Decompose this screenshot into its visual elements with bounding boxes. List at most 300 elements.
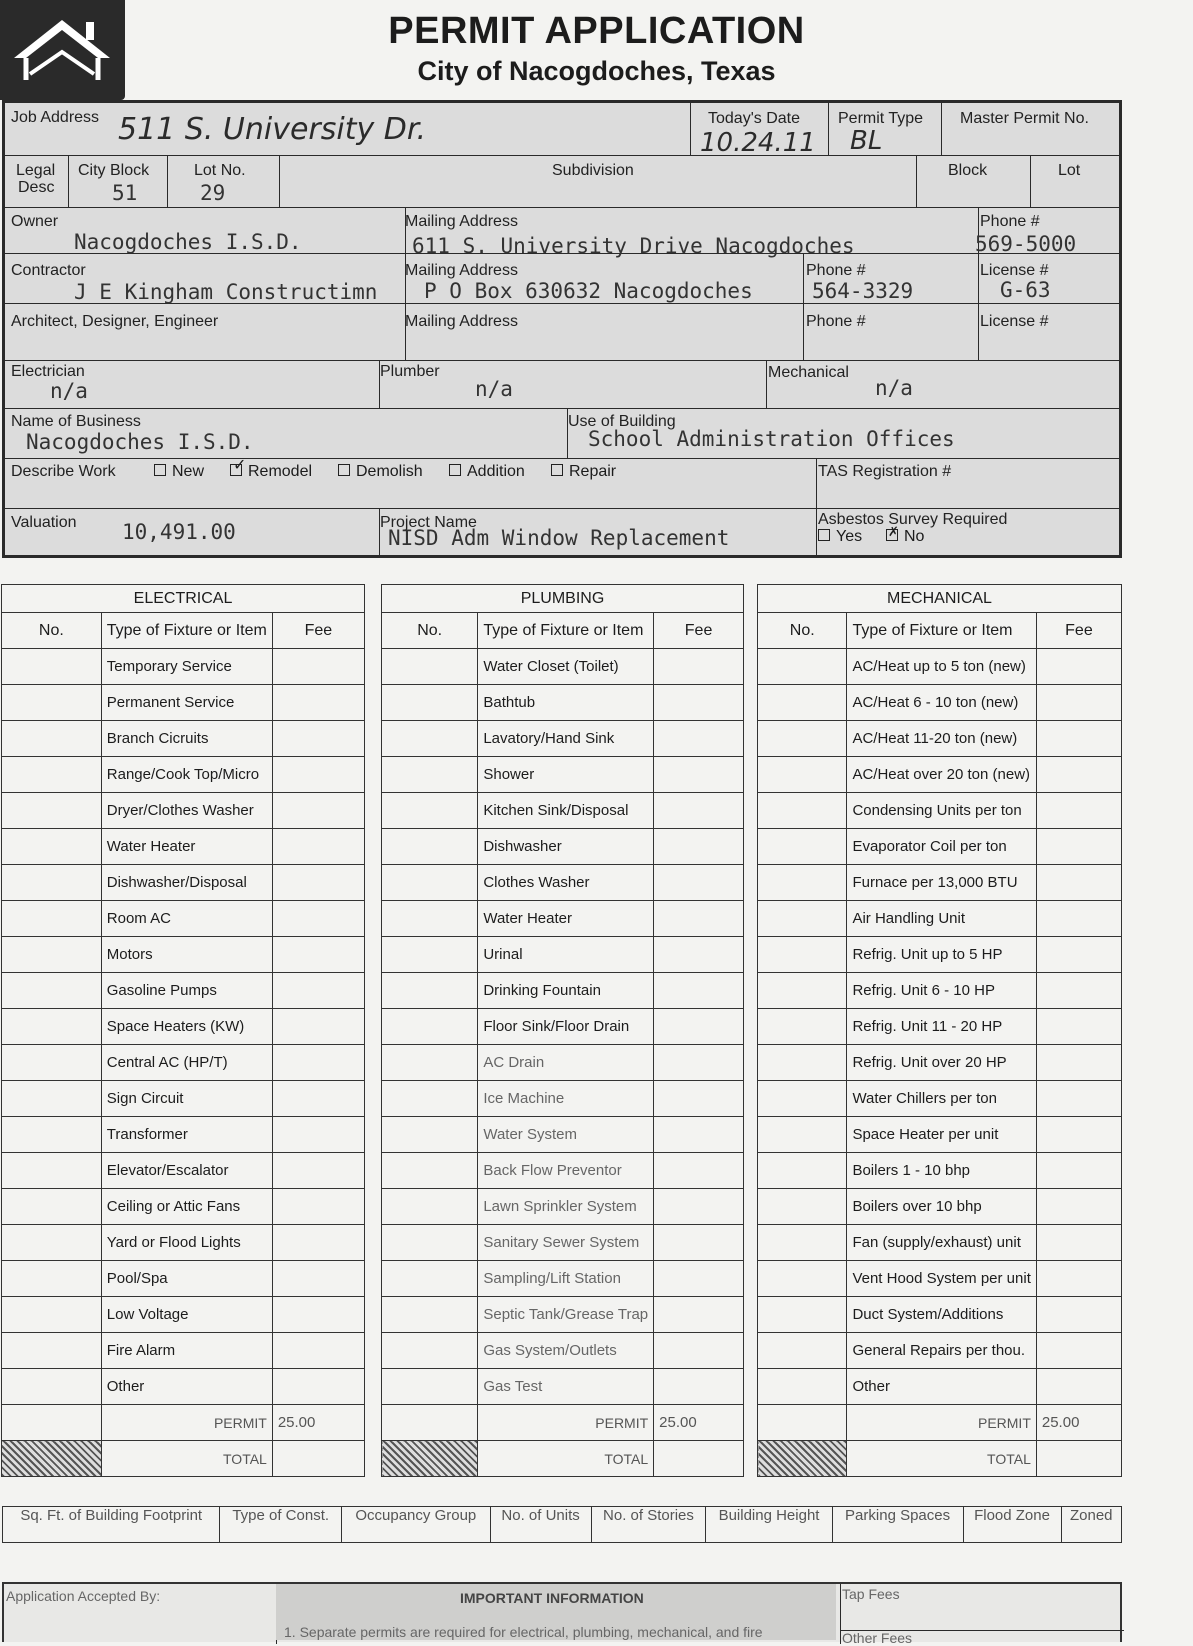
remodel-checkbox[interactable] — [230, 457, 313, 481]
table-row — [382, 1189, 744, 1225]
no-cell[interactable] — [382, 1009, 478, 1045]
item-label: Kitchen Sink/Disposal — [478, 793, 654, 829]
table-row — [2, 1153, 365, 1189]
no-cell[interactable] — [382, 1369, 478, 1405]
item-label: Furnace per 13,000 BTU — [847, 865, 1036, 901]
building-info-cell[interactable]: Building Height — [706, 1507, 832, 1543]
architect-phone-label: Phone # — [806, 313, 866, 330]
other-fees-label: Other Fees — [842, 1630, 913, 1646]
no-cell[interactable] — [382, 685, 478, 721]
fee-cell[interactable] — [654, 757, 744, 793]
item-label: Motors — [101, 937, 272, 973]
item-label: Other — [847, 1369, 1036, 1405]
use-of-building-field[interactable]: School Administration Offices — [588, 427, 955, 451]
tap-fees-label: Tap Fees — [842, 1586, 900, 1602]
no-cell[interactable] — [382, 1189, 478, 1225]
item-label: Back Flow Preventor — [478, 1153, 654, 1189]
no-cell[interactable] — [758, 1297, 847, 1333]
table-row — [2, 973, 365, 1009]
table-row — [382, 829, 744, 865]
total-fee-cell[interactable] — [272, 1441, 364, 1477]
no-cell[interactable] — [2, 1261, 102, 1297]
project-name-field[interactable]: NISD Adm Window Replacement — [388, 526, 730, 550]
fee-cell[interactable] — [1036, 721, 1121, 757]
building-info-cell[interactable]: Zoned — [1061, 1507, 1121, 1543]
building-info-cell[interactable]: Parking Spaces — [832, 1507, 963, 1543]
no-cell[interactable] — [2, 1297, 102, 1333]
fee-cell[interactable] — [1036, 649, 1121, 685]
fee-cell[interactable] — [1036, 1189, 1121, 1225]
fee-cell[interactable] — [1036, 1009, 1121, 1045]
no-cell[interactable] — [2, 1225, 102, 1261]
item-label: Central AC (HP/T) — [101, 1045, 272, 1081]
owner-label: Owner — [11, 213, 59, 230]
new-label: New — [172, 463, 205, 480]
permit-fee[interactable]: 25.00 — [654, 1405, 744, 1441]
total-row — [758, 1441, 1122, 1477]
building-info-cell[interactable]: Flood Zone — [963, 1507, 1061, 1543]
owner-field[interactable]: Nacogdoches I.S.D. — [74, 230, 302, 254]
col-fee-header: Fee — [654, 613, 744, 649]
item-label: Septic Tank/Grease Trap — [478, 1297, 654, 1333]
item-label: Space Heaters (KW) — [101, 1009, 272, 1045]
no-cell[interactable] — [758, 865, 847, 901]
architect-mailing-label: Mailing Address — [405, 313, 518, 330]
item-label: Water System — [478, 1117, 654, 1153]
item-label: Low Voltage — [101, 1297, 272, 1333]
item-label: Sign Circuit — [101, 1081, 272, 1117]
table-row — [758, 1189, 1122, 1225]
tas-label: TAS Registration # — [818, 463, 952, 480]
item-label: Shower — [478, 757, 654, 793]
owner-mailing-field[interactable]: 611 S. University Drive Nacogdoches — [412, 234, 855, 258]
no-cell[interactable] — [2, 649, 102, 685]
fee-cell[interactable] — [272, 1297, 364, 1333]
owner-phone-label: Phone # — [980, 213, 1040, 230]
building-info-cell[interactable]: Sq. Ft. of Building Footprint — [3, 1507, 220, 1543]
table-row — [2, 1261, 365, 1297]
fee-cell[interactable] — [654, 973, 744, 1009]
fee-cell[interactable] — [654, 1045, 744, 1081]
contractor-mailing-field[interactable]: P O Box 630632 Nacogdoches — [424, 279, 753, 303]
item-label: Floor Sink/Floor Drain — [478, 1009, 654, 1045]
fee-cell[interactable] — [1036, 1369, 1121, 1405]
fee-cell[interactable] — [272, 1261, 364, 1297]
item-label: Fire Alarm — [101, 1333, 272, 1369]
electrician-field[interactable]: n/a — [50, 379, 88, 403]
table-title-row — [382, 585, 744, 613]
table-row — [2, 649, 365, 685]
table-row — [2, 1189, 365, 1225]
no-cell[interactable] — [382, 1225, 478, 1261]
electrical-table — [1, 584, 365, 1477]
no-cell[interactable] — [2, 1369, 102, 1405]
item-label: Duct System/Additions — [847, 1297, 1036, 1333]
contractor-license-label: License # — [980, 262, 1049, 279]
fee-cell[interactable] — [272, 1009, 364, 1045]
repair-checkbox[interactable] — [551, 463, 616, 481]
fee-cell[interactable] — [1036, 685, 1121, 721]
table-row — [758, 649, 1122, 685]
no-cell[interactable] — [758, 901, 847, 937]
table-row — [2, 1081, 365, 1117]
architect-license-label: License # — [980, 313, 1049, 330]
table-row — [382, 865, 744, 901]
table-row — [758, 937, 1122, 973]
no-cell[interactable] — [382, 901, 478, 937]
fee-cell[interactable] — [272, 1333, 364, 1369]
item-label: Water Chillers per ton — [847, 1081, 1036, 1117]
item-label: Permanent Service — [101, 685, 272, 721]
table-row — [2, 1009, 365, 1045]
table-row — [382, 1009, 744, 1045]
item-label: Refrig. Unit 11 - 20 HP — [847, 1009, 1036, 1045]
table-row — [2, 1225, 365, 1261]
addition-checkbox[interactable] — [449, 463, 525, 481]
asbestos-yes-label: Yes — [836, 528, 863, 545]
table-row — [2, 829, 365, 865]
contractor-license-field[interactable]: G-63 — [1000, 278, 1051, 302]
job-address-label: Job Address — [11, 109, 100, 126]
no-cell[interactable] — [382, 1045, 478, 1081]
item-label: Room AC — [101, 901, 272, 937]
asbestos-yes-checkbox[interactable] — [818, 528, 862, 546]
architect-label: Architect, Designer, Engineer — [11, 313, 219, 330]
item-label: Urinal — [478, 937, 654, 973]
item-label: Yard or Flood Lights — [101, 1225, 272, 1261]
mechanical-table — [757, 584, 1122, 1477]
col-type-header: Type of Fixture or Item — [478, 613, 654, 649]
owner-phone-field[interactable]: 569-5000 — [975, 232, 1077, 256]
asbestos-no-checkbox[interactable] — [886, 524, 925, 546]
no-cell[interactable] — [382, 793, 478, 829]
use-of-building-label: Use of Building — [568, 413, 676, 430]
fee-cell[interactable] — [1036, 757, 1121, 793]
no-cell[interactable] — [382, 649, 478, 685]
no-cell[interactable] — [758, 937, 847, 973]
fee-cell[interactable] — [654, 721, 744, 757]
fee-cell[interactable] — [654, 1189, 744, 1225]
contractor-phone-field[interactable]: 564-3329 — [812, 279, 914, 303]
total-fee-cell[interactable] — [1036, 1441, 1121, 1477]
no-cell[interactable] — [382, 1153, 478, 1189]
fee-cell[interactable] — [1036, 1225, 1121, 1261]
table-row — [382, 1045, 744, 1081]
fee-cell[interactable] — [272, 1369, 364, 1405]
item-label: General Repairs per thou. — [847, 1333, 1036, 1369]
no-cell[interactable] — [2, 1009, 102, 1045]
table-row — [382, 1297, 744, 1333]
table-row — [758, 1045, 1122, 1081]
permit-blank-cell — [758, 1405, 847, 1441]
no-cell[interactable] — [2, 757, 102, 793]
table-row — [2, 1117, 365, 1153]
item-label: AC/Heat 6 - 10 ton (new) — [847, 685, 1036, 721]
table-row — [382, 1261, 744, 1297]
fee-cell[interactable] — [272, 793, 364, 829]
item-label: AC/Heat up to 5 ton (new) — [847, 649, 1036, 685]
fee-cell[interactable] — [1036, 1333, 1121, 1369]
no-cell[interactable] — [758, 685, 847, 721]
no-cell[interactable] — [758, 1225, 847, 1261]
fee-cell[interactable] — [272, 649, 364, 685]
no-cell[interactable] — [2, 829, 102, 865]
fee-cell[interactable] — [654, 901, 744, 937]
no-cell[interactable] — [758, 1369, 847, 1405]
fee-cell[interactable] — [1036, 973, 1121, 1009]
fee-cell[interactable] — [272, 1045, 364, 1081]
important-info-note: 1. Separate permits are required for electrical, plumbing, mechanical, and fire — [284, 1624, 763, 1640]
table-row — [382, 937, 744, 973]
fee-cell[interactable] — [272, 973, 364, 1009]
addition-label: Addition — [467, 463, 525, 480]
table-row — [2, 1045, 365, 1081]
contractor-phone-label: Phone # — [806, 262, 866, 279]
permit-row — [382, 1405, 744, 1441]
no-cell[interactable] — [2, 793, 102, 829]
fee-cell[interactable] — [654, 1369, 744, 1405]
no-cell[interactable] — [2, 685, 102, 721]
asbestos-label: Asbestos Survey Required — [818, 511, 1008, 528]
fee-cell[interactable] — [654, 1261, 744, 1297]
item-label: Lawn Sprinkler System — [478, 1189, 654, 1225]
item-label: Boilers over 10 bhp — [847, 1189, 1036, 1225]
fee-cell[interactable] — [654, 937, 744, 973]
fee-cell[interactable] — [1036, 1081, 1121, 1117]
table-row — [758, 865, 1122, 901]
table-row — [758, 1261, 1122, 1297]
fee-cell[interactable] — [272, 757, 364, 793]
fee-cell[interactable] — [1036, 901, 1121, 937]
no-cell[interactable] — [382, 1297, 478, 1333]
item-label: Dryer/Clothes Washer — [101, 793, 272, 829]
valuation-field[interactable]: 10,491.00 — [122, 520, 236, 544]
fee-cell[interactable] — [1036, 829, 1121, 865]
no-cell[interactable] — [758, 1045, 847, 1081]
no-cell[interactable] — [758, 1189, 847, 1225]
total-fee-cell[interactable] — [654, 1441, 744, 1477]
no-cell[interactable] — [758, 1081, 847, 1117]
plumbing-table — [381, 584, 744, 1477]
no-cell[interactable] — [2, 865, 102, 901]
permit-type-field[interactable]: BL — [850, 126, 883, 156]
fee-cell[interactable] — [272, 865, 364, 901]
no-cell[interactable] — [382, 829, 478, 865]
table-row — [2, 757, 365, 793]
todays-date-field[interactable]: 10.24.11 — [700, 128, 816, 158]
building-info-cell[interactable]: No. of Units — [490, 1507, 591, 1543]
fee-cell[interactable] — [272, 685, 364, 721]
item-label: Pool/Spa — [101, 1261, 272, 1297]
fee-cell[interactable] — [654, 1153, 744, 1189]
table-row — [758, 1297, 1122, 1333]
item-label: Water Heater — [478, 901, 654, 937]
col-fee-header: Fee — [1036, 613, 1121, 649]
no-cell[interactable] — [2, 1189, 102, 1225]
no-cell[interactable] — [382, 865, 478, 901]
item-label: Gas System/Outlets — [478, 1333, 654, 1369]
no-cell[interactable] — [382, 937, 478, 973]
permit-label: PERMIT — [478, 1405, 654, 1441]
col-type-header: Type of Fixture or Item — [101, 613, 272, 649]
table-row — [2, 1297, 365, 1333]
no-cell[interactable] — [758, 973, 847, 1009]
fee-cell[interactable] — [272, 1081, 364, 1117]
lot-no-field[interactable]: 29 — [200, 181, 226, 205]
no-cell[interactable] — [758, 829, 847, 865]
fee-cell[interactable] — [654, 1009, 744, 1045]
table-row — [382, 901, 744, 937]
item-label: Vent Hood System per unit — [847, 1261, 1036, 1297]
item-label: Water Heater — [101, 829, 272, 865]
fee-cell[interactable] — [654, 1117, 744, 1153]
permit-blank-cell — [382, 1405, 478, 1441]
no-cell[interactable] — [758, 1153, 847, 1189]
item-label: Branch Cicruits — [101, 721, 272, 757]
fee-cell[interactable] — [654, 1081, 744, 1117]
no-cell[interactable] — [2, 973, 102, 1009]
total-row — [2, 1441, 365, 1477]
fee-cell[interactable] — [654, 829, 744, 865]
item-label: Clothes Washer — [478, 865, 654, 901]
permit-fee[interactable]: 25.00 — [1036, 1405, 1121, 1441]
item-label: Refrig. Unit up to 5 HP — [847, 937, 1036, 973]
fee-cell[interactable] — [1036, 1297, 1121, 1333]
hatched-cell — [2, 1441, 102, 1477]
no-cell[interactable] — [2, 937, 102, 973]
page-subtitle: City of Nacogdoches, Texas — [417, 56, 776, 86]
permit-label: PERMIT — [101, 1405, 272, 1441]
fee-cell[interactable] — [1036, 1045, 1121, 1081]
no-cell[interactable] — [758, 1261, 847, 1297]
city-block-label: City Block — [78, 162, 150, 179]
no-cell[interactable] — [382, 1333, 478, 1369]
no-cell[interactable] — [2, 901, 102, 937]
no-cell[interactable] — [382, 973, 478, 1009]
permit-row — [2, 1405, 365, 1441]
new-checkbox[interactable] — [154, 463, 204, 481]
lot-no-label: Lot No. — [194, 162, 246, 179]
fee-cell[interactable] — [272, 1225, 364, 1261]
no-cell[interactable] — [382, 1081, 478, 1117]
todays-date-label: Today's Date — [708, 110, 800, 127]
total-row — [382, 1441, 744, 1477]
table-row — [382, 757, 744, 793]
col-no-header: No. — [758, 613, 847, 649]
table-row — [758, 901, 1122, 937]
fee-cell[interactable] — [272, 721, 364, 757]
item-label: Elevator/Escalator — [101, 1153, 272, 1189]
fee-cell[interactable] — [654, 865, 744, 901]
building-info-row — [2, 1506, 1122, 1543]
no-cell[interactable] — [758, 793, 847, 829]
building-info-cell[interactable]: Type of Const. — [220, 1507, 342, 1543]
no-cell[interactable] — [758, 1333, 847, 1369]
fee-cell[interactable] — [654, 1297, 744, 1333]
valuation-label: Valuation — [11, 514, 77, 531]
item-label: Drinking Fountain — [478, 973, 654, 1009]
no-cell[interactable] — [758, 1009, 847, 1045]
fee-cell[interactable] — [654, 793, 744, 829]
fee-cell[interactable] — [654, 649, 744, 685]
no-cell[interactable] — [758, 757, 847, 793]
no-cell[interactable] — [758, 1117, 847, 1153]
fee-cell[interactable] — [272, 901, 364, 937]
city-block-field[interactable]: 51 — [112, 181, 138, 205]
table-row — [758, 1081, 1122, 1117]
fee-cell[interactable] — [1036, 1153, 1121, 1189]
table-row — [382, 649, 744, 685]
permit-blank-cell — [2, 1405, 102, 1441]
fee-cell[interactable] — [654, 1333, 744, 1369]
no-cell[interactable] — [382, 721, 478, 757]
building-info-cell[interactable]: Occupancy Group — [341, 1507, 490, 1543]
fee-cell[interactable] — [272, 1189, 364, 1225]
table-header-row — [382, 613, 744, 649]
no-cell[interactable] — [382, 757, 478, 793]
item-label: Space Heater per unit — [847, 1117, 1036, 1153]
business-label: Name of Business — [11, 413, 141, 430]
describe-work-label: Describe Work — [11, 463, 116, 480]
item-label: Condensing Units per ton — [847, 793, 1036, 829]
fee-cell[interactable] — [272, 1153, 364, 1189]
table-row — [758, 1369, 1122, 1405]
fee-cell[interactable] — [272, 1117, 364, 1153]
no-cell[interactable] — [382, 1261, 478, 1297]
no-cell[interactable] — [382, 1117, 478, 1153]
fee-cell[interactable] — [1036, 793, 1121, 829]
demolish-checkbox[interactable] — [338, 463, 423, 481]
item-label: Gasoline Pumps — [101, 973, 272, 1009]
job-address-field[interactable]: 511 S. University Dr. — [118, 112, 426, 147]
no-cell[interactable] — [2, 1153, 102, 1189]
fee-cell[interactable] — [654, 685, 744, 721]
contractor-field[interactable]: J E Kingham Constructimn — [74, 280, 378, 304]
table-row — [2, 793, 365, 829]
no-cell[interactable] — [2, 1333, 102, 1369]
item-label: Ice Machine — [478, 1081, 654, 1117]
permit-fee[interactable]: 25.00 — [272, 1405, 364, 1441]
item-label: Refrig. Unit over 20 HP — [847, 1045, 1036, 1081]
no-cell[interactable] — [2, 1045, 102, 1081]
business-field[interactable]: Nacogdoches I.S.D. — [26, 430, 254, 454]
fee-cell[interactable] — [272, 937, 364, 973]
fee-cell[interactable] — [654, 1225, 744, 1261]
remodel-label: Remodel — [248, 463, 313, 480]
no-cell[interactable] — [758, 649, 847, 685]
mechanical-label: Mechanical — [768, 364, 849, 381]
fee-cell[interactable] — [1036, 865, 1121, 901]
block-label: Block — [948, 162, 988, 179]
mechanical-field[interactable]: n/a — [875, 376, 913, 400]
no-cell[interactable] — [2, 721, 102, 757]
item-label: AC Drain — [478, 1045, 654, 1081]
no-cell[interactable] — [2, 1117, 102, 1153]
no-cell[interactable] — [2, 1081, 102, 1117]
fee-cell[interactable] — [1036, 1261, 1121, 1297]
table-row — [382, 1333, 744, 1369]
checkbox-icon — [551, 464, 563, 476]
plumber-field[interactable]: n/a — [475, 377, 513, 401]
permit-row — [758, 1405, 1122, 1441]
no-cell[interactable] — [758, 721, 847, 757]
fee-cell[interactable] — [1036, 1117, 1121, 1153]
checkbox-icon — [154, 464, 166, 476]
building-info-cell[interactable]: No. of Stories — [591, 1507, 706, 1543]
fee-cell[interactable] — [272, 829, 364, 865]
fee-cell[interactable] — [1036, 937, 1121, 973]
table-title-row — [2, 585, 365, 613]
